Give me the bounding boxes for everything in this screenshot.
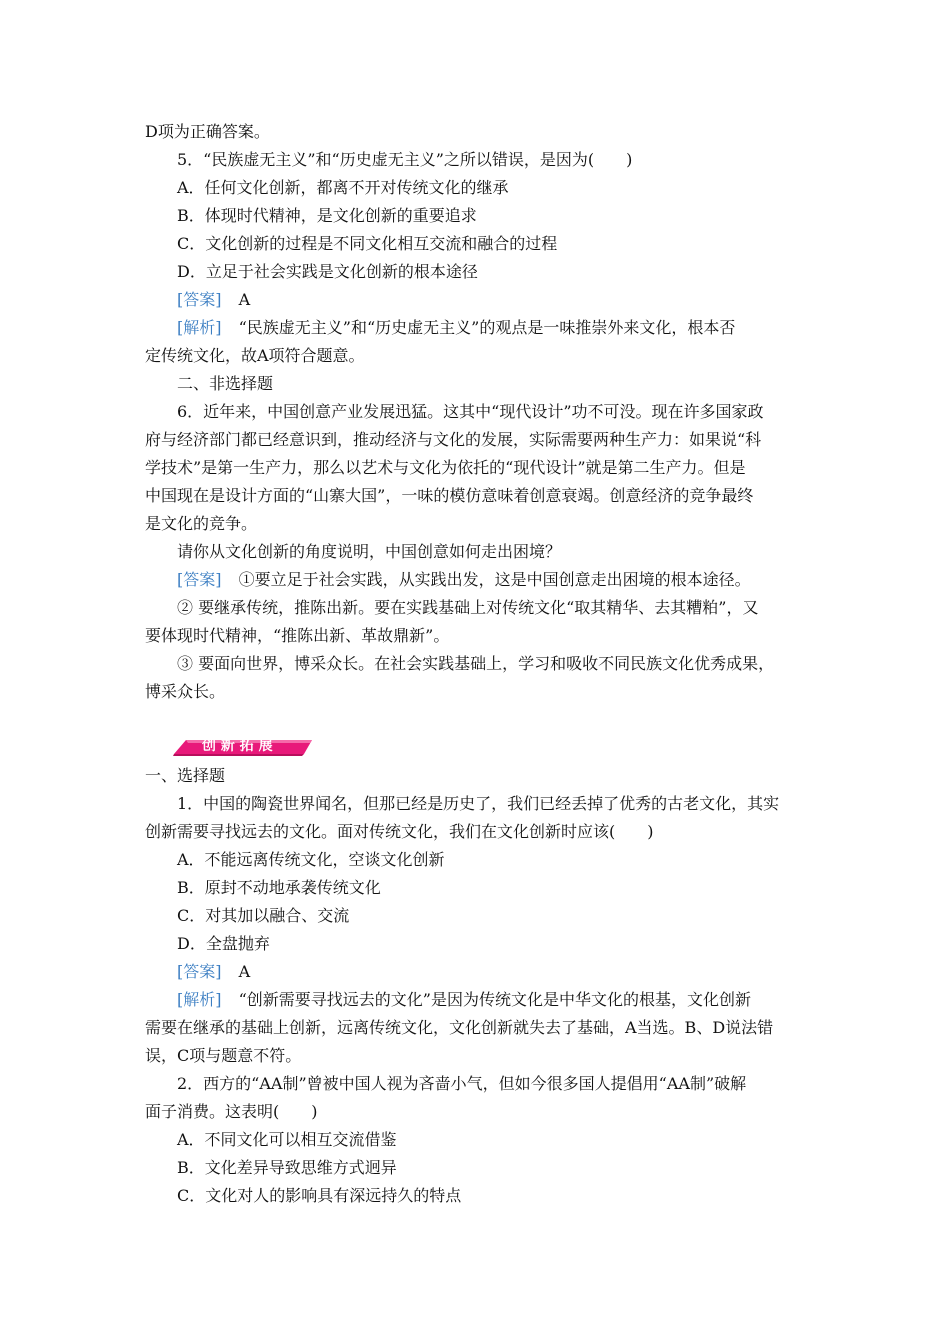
question-6-answer <box>177 570 751 590</box>
answer-value: A <box>238 290 251 309</box>
question-5-stem: 5．“民族虚无主义”和“历史虚无主义”之所以错误，是因为( ) <box>177 150 633 169</box>
section-title-choice: 一、选择题 <box>145 766 226 785</box>
answer-point-2: ② 要继承传统，推陈出新。要在实践基础上对传统文化“取其精华、去其糟粕”，又 <box>177 598 759 617</box>
question-5-analysis <box>177 318 735 338</box>
answer-point-3-cont: 博采众长。 <box>145 682 226 701</box>
question-1-option-c: C．对其加以融合、交流 <box>177 906 350 925</box>
banner-label: 创 新 拓 展 <box>202 738 273 754</box>
question-1-option-a: A．不能远离传统文化，空谈文化创新 <box>177 850 445 869</box>
question-6-stem-line: 是文化的竞争。 <box>145 514 258 533</box>
question-2-option-c: C．文化对人的影响具有深远持久的特点 <box>177 1186 462 1205</box>
question-2-option-b: B．文化差异导致思维方式迥异 <box>177 1158 397 1177</box>
section-title-non-choice: 二、非选择题 <box>177 374 274 393</box>
question-5-option-c: C．文化创新的过程是不同文化相互交流和融合的过程 <box>177 234 558 253</box>
question-6-stem-line: 6．近年来，中国创意产业发展迅猛。这其中“现代设计”功不可没。现在许多国家政 <box>177 402 764 421</box>
question-6-stem-line: 府与经济部门都已经意识到，推动经济与文化的发展，实际需要两种生产力：如果说“科 <box>145 430 762 449</box>
question-6-prompt: 请你从文化创新的角度说明，中国创意如何走出困境？ <box>177 542 562 561</box>
answer-point-2-cont: 要体现时代精神，“推陈出新、革故鼎新”。 <box>145 626 450 645</box>
text-line: D项为正确答案。 <box>145 122 270 141</box>
answer-value: A <box>238 962 251 981</box>
question-5-answer <box>177 290 250 310</box>
analysis-text: “创新需要寻找远去的文化”是因为传统文化是中华文化的根基，文化创新 <box>238 990 751 1009</box>
question-1-analysis-cont: 误，C项与题意不符。 <box>145 1046 302 1065</box>
answer-point-1: ①要立足于社会实践，从实践出发，这是中国创意走出困境的根本途径。 <box>238 570 751 589</box>
answer-tag: [答案] <box>177 962 222 981</box>
question-1-stem: 1．中国的陶瓷世界闻名，但那已经是历史了，我们已经丢掉了优秀的古老文化，其实 <box>177 794 780 813</box>
question-6-stem-line: 中国现在是设计方面的“山寨大国”，一味的模仿意味着创意衰竭。创意经济的竞争最终 <box>145 486 754 505</box>
question-1-option-d: D．全盘抛弃 <box>177 934 270 953</box>
question-2-option-a: A．不同文化可以相互交流借鉴 <box>177 1130 397 1149</box>
question-5-option-a: A．任何文化创新，都离不开对传统文化的继承 <box>177 178 509 197</box>
question-5-analysis-cont: 定传统文化，故A项符合题意。 <box>145 346 365 365</box>
section-banner <box>172 735 322 757</box>
question-1-option-b: B．原封不动地承袭传统文化 <box>177 878 381 897</box>
answer-point-3: ③ 要面向世界，博采众长。在社会实践基础上，学习和吸收不同民族文化优秀成果， <box>177 654 775 673</box>
question-1-analysis-cont: 需要在继承的基础上创新，远离传统文化，文化创新就失去了基础，A当选。B、D说法错 <box>145 1018 774 1037</box>
question-6-stem-line: 学技术”是第一生产力，那么以艺术与文化为依托的“现代设计”就是第二生产力。但是 <box>145 458 746 477</box>
question-1-stem-cont: 创新需要寻找远去的文化。面对传统文化，我们在文化创新时应该( ) <box>145 822 654 841</box>
analysis-text: “民族虚无主义”和“历史虚无主义”的观点是一味推崇外来文化，根本否 <box>238 318 736 337</box>
question-2-stem: 2．西方的“AA制”曾被中国人视为吝啬小气，但如今很多国人提倡用“AA制”破解 <box>177 1074 747 1093</box>
answer-tag: [答案] <box>177 290 222 309</box>
question-1-analysis <box>177 990 751 1010</box>
question-1-answer <box>177 962 250 982</box>
analysis-tag: [解析] <box>177 990 222 1009</box>
analysis-tag: [解析] <box>177 318 222 337</box>
question-5-option-d: D．立足于社会实践是文化创新的根本途径 <box>177 262 478 281</box>
question-5-option-b: B．体现时代精神，是文化创新的重要追求 <box>177 206 477 225</box>
question-2-stem-cont: 面子消费。这表明( ) <box>145 1102 318 1121</box>
answer-tag: [答案] <box>177 570 222 589</box>
